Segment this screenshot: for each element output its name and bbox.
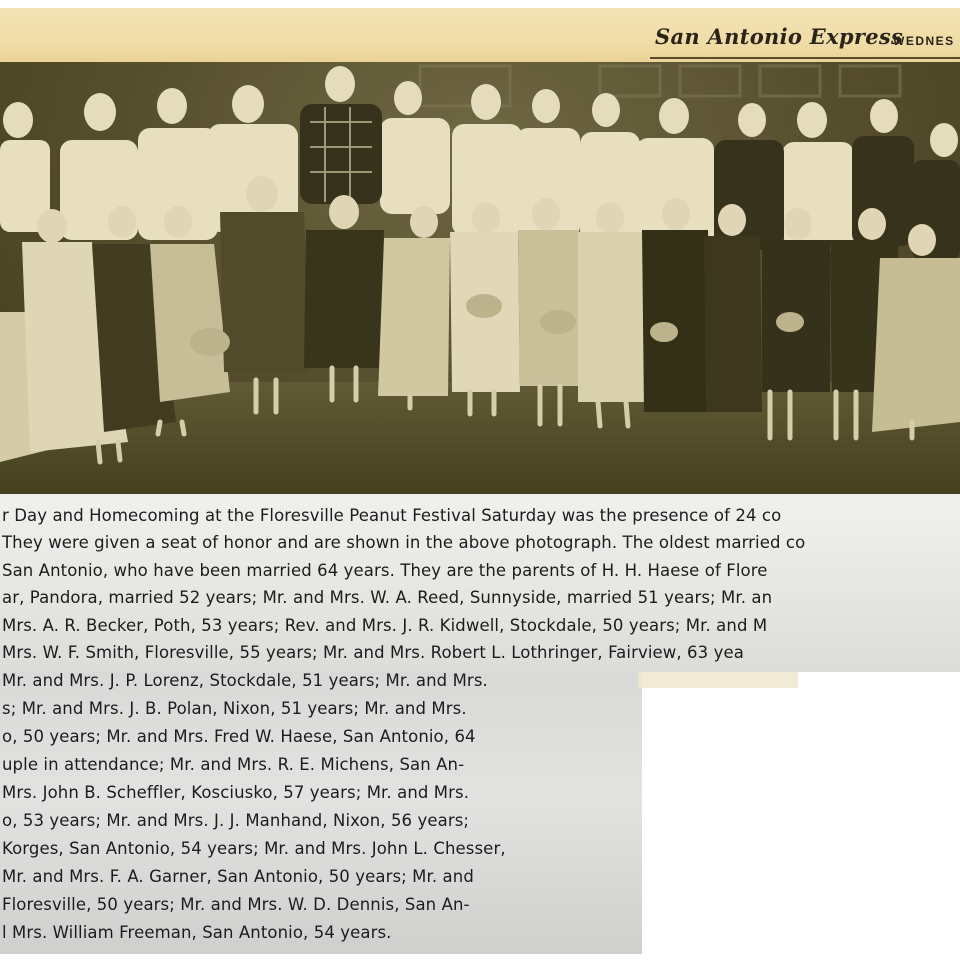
- caption-line-2: They were given a seat of honor and are shown in the above photograph. The oldest married co: [2, 533, 806, 552]
- caption-line-15: Floresville, 50 years; Mr. and Mrs. W. D. Dennis, San An-: [2, 895, 470, 914]
- masthead-date: WEDNES: [893, 34, 955, 48]
- masthead-rule: [650, 57, 960, 59]
- group-photograph: [0, 62, 960, 494]
- caption-line-8: s; Mr. and Mrs. J. B. Polan, Nixon, 51 years; Mr. and Mrs.: [2, 699, 467, 718]
- caption-line-16: l Mrs. William Freeman, San Antonio, 54 years.: [2, 923, 392, 942]
- caption-line-9: o, 50 years; Mr. and Mrs. Fred W. Haese, San Antonio, 64: [2, 727, 476, 746]
- caption-line-14: Mr. and Mrs. F. A. Garner, San Antonio, 50 years; Mr. and: [2, 867, 474, 886]
- photo-illustration: [0, 62, 960, 494]
- caption-line-13: Korges, San Antonio, 54 years; Mr. and Mrs. John L. Chesser,: [2, 839, 506, 858]
- caption-line-6: Mrs. W. F. Smith, Floresville, 55 years; Mr. and Mrs. Robert L. Lothringer, Fairview, 63 yea: [2, 643, 744, 662]
- newspaper-name: San Antonio Express: [655, 24, 904, 49]
- caption-line-1: r Day and Homecoming at the Floresville Peanut Festival Saturday was the presence of 24 co: [2, 506, 782, 525]
- clipping-tape: [638, 672, 798, 688]
- caption-line-10: uple in attendance; Mr. and Mrs. R. E. Michens, San An-: [2, 755, 465, 774]
- caption-line-4: ar, Pandora, married 52 years; Mr. and Mrs. W. A. Reed, Sunnyside, married 51 years; Mr. an: [2, 588, 773, 607]
- caption-line-11: Mrs. John B. Scheffler, Kosciusko, 57 years; Mr. and Mrs.: [2, 783, 470, 802]
- caption-line-3: San Antonio, who have been married 64 years. They are the parents of H. H. Haese of Flore: [2, 561, 768, 580]
- caption-line-5: Mrs. A. R. Becker, Poth, 53 years; Rev. and Mrs. J. R. Kidwell, Stockdale, 50 years; Mr. and M: [2, 616, 768, 635]
- caption-line-12: o, 53 years; Mr. and Mrs. J. J. Manhand, Nixon, 56 years;: [2, 811, 470, 830]
- caption-line-7: Mr. and Mrs. J. P. Lorenz, Stockdale, 51 years; Mr. and Mrs.: [2, 671, 488, 690]
